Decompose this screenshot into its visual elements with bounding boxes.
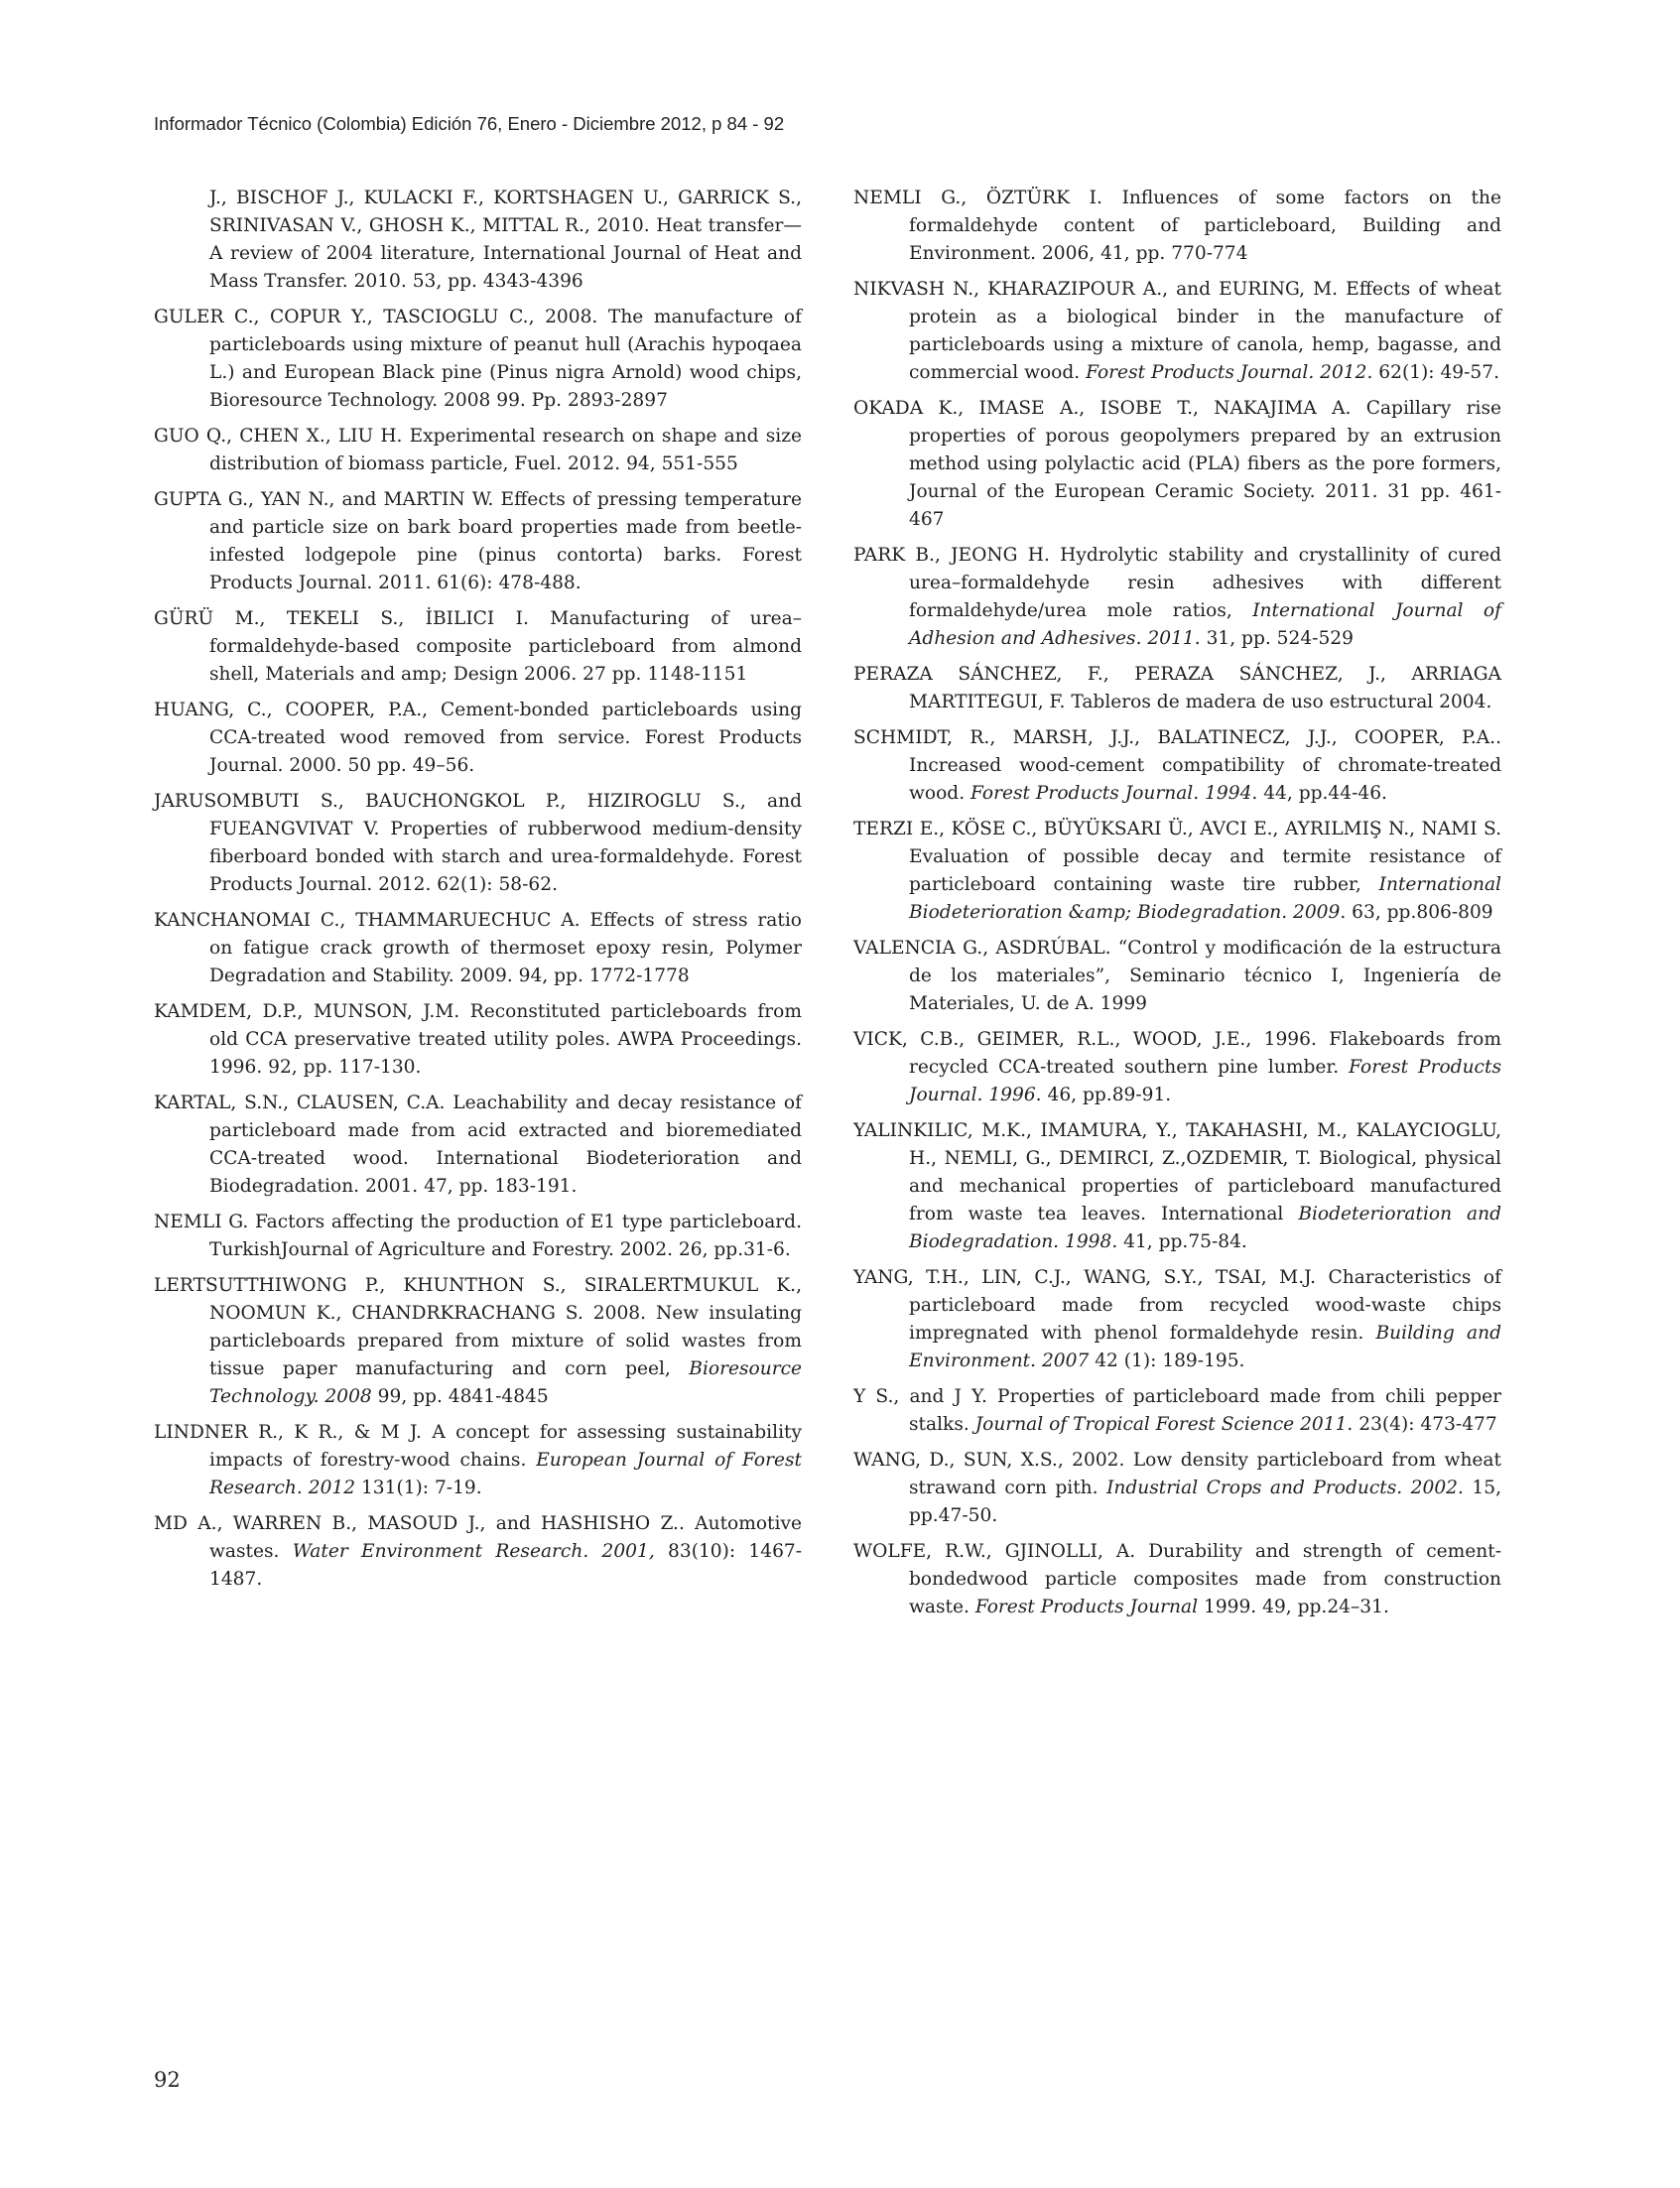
reference-entry [853,1538,1501,1621]
reference-entry [853,1383,1501,1439]
reference-text: VICK, C.B., GEIMER, R.L., WOOD, J.E., 1996. Flakeboards from recycled CCA-treated southern pine lumber. [853,1029,1501,1078]
reference-text: 42 (1): 189-195. [1089,1351,1245,1371]
reference-italic-text: Bioresource Technology. 2008 [209,1358,802,1407]
reference-text: . 44, pp.44-46. [1251,783,1387,804]
reference-entry [154,185,802,296]
reference-entry [154,1419,802,1502]
reference-entry [154,486,802,597]
reference-text: . 63, pp.806-809 [1340,902,1493,923]
reference-text: GUO Q., CHEN X., LIU H. Experimental research on shape and size distribution of biomass particle, Fuel. 2012. 94, 551-555 [154,426,802,474]
reference-text: VALENCIA G., ASDRÚBAL. “Control y modificación de la estructura de los materiales”, Seminario técnico I, Ingeniería de Materiales, U. de A. 1999 [853,938,1501,1014]
reference-text: GÜRÜ M., TEKELI S., İBILICI I. Manufacturing of urea–formaldehyde-based composite particleboard from almond shell, Materials and amp; Design 2006. 27 pp. 1148-1151 [154,608,802,685]
reference-entry [154,697,802,780]
reference-italic-text: Forest Products Journal. 2012 [1086,362,1367,383]
reference-text: J., BISCHOF J., KULACKI F., KORTSHAGEN U., GARRICK S., SRINIVASAN V., GHOSH K., MITTAL R., 2010. Heat transfer—A review of 2004 literature, International Journal of Heat and Mass Transfer. 2010. 53, pp. 4343-4396 [209,188,802,292]
reference-entry [154,907,802,990]
references-right-column [853,185,1501,1629]
reference-text: . 15, pp.47-50. [909,1478,1501,1526]
reference-text: PERAZA SÁNCHEZ, F., PERAZA SÁNCHEZ, J., ARRIAGA MARTITEGUI, F. Tableros de madera de uso estructural 2004. [853,664,1501,712]
reference-text: TERZI E., KÖSE C., BÜYÜKSARI Ü., AVCI E., AYRILMIŞ N., NAMI S. Evaluation of possible decay and termite resistance of particleboard containing waste tire rubber, [853,819,1501,895]
reference-text: YANG, T.H., LIN, C.J., WANG, S.Y., TSAI, M.J. Characteristics of particleboard made from recycled wood-waste chips impregnated with phenol formaldehyde resin. [853,1267,1501,1344]
reference-text: 131(1): 7-19. [355,1478,482,1498]
reference-text: 83(10): 1467-1487. [209,1541,803,1590]
reference-entry [853,1447,1501,1530]
reference-entry [154,998,802,1082]
reference-entry [853,276,1501,387]
reference-entry [853,395,1501,534]
reference-entry [154,1272,802,1411]
reference-text: NEMLI G., ÖZTÜRK I. Influences of some factors on the formaldehyde content of particleboard, Building and Environment. 2006, 41, pp. 770-774 [853,188,1501,264]
reference-entry [154,605,802,689]
reference-entry [154,423,802,478]
reference-text: PARK B., JEONG H. Hydrolytic stability and crystallinity of cured urea–formaldehyde resin adhesives with different formaldehyde/urea mole ratios, [853,545,1501,621]
reference-text: SCHMIDT, R., MARSH, J.J., BALATINECZ, J.J., COOPER, P.A.. Increased wood-cement compatibility of chromate-treated wood. [853,727,1501,804]
reference-entry [154,304,802,415]
reference-text: KAMDEM, D.P., MUNSON, J.M. Reconstituted particleboards from old CCA preservative treated utility poles. AWPA Proceedings. 1996. 92, pp. 117-130. [154,1001,802,1078]
reference-text: GULER C., COPUR Y., TASCIOGLU C., 2008. The manufacture of particleboards using mixture of peanut hull (Arachis hypoqaea L.) and European Black pine (Pinus nigra Arnold) wood chips, Bioresource Technology. 2008 99. Pp. 2893-2897 [154,307,802,411]
reference-text: NEMLI G. Factors affecting the production of E1 type particleboard. TurkishJournal of Agriculture and Forestry. 2002. 26, pp.31-6. [154,1212,802,1260]
reference-entry [853,724,1501,808]
running-header: Informador Técnico (Colombia) Edición 76, Enero - Diciembre 2012, p 84 - 92 [154,113,785,134]
reference-entry [853,542,1501,653]
reference-italic-text: Forest Products Journal. 1996 [909,1057,1501,1105]
reference-italic-text: Forest Products Journal [974,1597,1199,1617]
reference-text: JARUSOMBUTI S., BAUCHONGKOL P., HIZIROGLU S., and FUEANGVIVAT V. Properties of rubberwood medium-density fiberboard bonded with starch and urea-formaldehyde. Forest Products Journal. 2012. 62(1): 58-62. [154,791,802,895]
reference-text: NIKVASH N., KHARAZIPOUR A., and EURING, M. Effects of wheat protein as a biological binder in the manufacture of particleboards using a mixture of canola, hemp, bagasse, and commercial wood. [853,279,1501,383]
reference-text: HUANG, C., COOPER, P.A., Cement-bonded particleboards using CCA-treated wood removed from service. Forest Products Journal. 2000. 50 pp. 49–56. [154,700,802,776]
reference-text: LERTSUTTHIWONG P., KHUNTHON S., SIRALERTMUKUL K., NOOMUN K., CHANDRKRACHANG S. 2008. New insulating particleboards prepared from mixture of solid wastes from tissue paper manufacturing and corn peel, [154,1275,802,1379]
reference-text: Y S., and J Y. Properties of particleboard made from chili pepper stalks. [853,1386,1501,1435]
reference-italic-text: International Journal of Adhesion and Adhesives. 2011 [909,600,1501,649]
reference-entry [853,1117,1501,1256]
reference-text: 99, pp. 4841-4845 [371,1386,549,1407]
reference-text: . 31, pp. 524-529 [1194,628,1354,649]
reference-entry [853,185,1501,268]
reference-italic-text: Forest Products Journal. 1994 [970,783,1252,804]
reference-text: WOLFE, R.W., GJINOLLI, A. Durability and strength of cement-bondedwood particle composites made from construction waste. [853,1541,1501,1617]
reference-italic-text: Biodeterioration and Biodegradation. 1998 [909,1204,1502,1252]
reference-entry [853,935,1501,1018]
reference-italic-text: Journal of Tropical Forest Science 2011 [974,1414,1348,1435]
reference-entry [853,816,1501,927]
reference-text: OKADA K., IMASE A., ISOBE T., NAKAJIMA A. Capillary rise properties of porous geopolymers prepared by an extrusion method using polylactic acid (PLA) fibers as the pore formers, Journal of the European Ceramic Society. 2011. 31 pp. 461-467 [853,398,1501,530]
references-left-column [154,185,802,1602]
reference-text: KARTAL, S.N., CLAUSEN, C.A. Leachability and decay resistance of particleboard made from acid extracted and bioremediated CCA-treated wood. International Biodeterioration and Biodegradation. 2001. 47, pp. 183-191. [154,1093,802,1197]
reference-text: WANG, D., SUN, X.S., 2002. Low density particleboard from wheat strawand corn pith. [853,1450,1501,1498]
reference-text: . 46, pp.89-91. [1035,1085,1172,1105]
reference-entry [154,1090,802,1201]
reference-text: LINDNER R., K R., & M J. A concept for assessing sustainability impacts of forestry-wood chains. [154,1422,802,1471]
reference-text: YALINKILIC, M.K., IMAMURA, Y., TAKAHASHI, M., KALAYCIOGLU, H., NEMLI, G., DEMIRCI, Z.,OZDEMIR, T. Biological, physical and mechanical properties of particleboard manufactured from waste tea leaves. International [853,1120,1501,1224]
reference-entry [853,1264,1501,1375]
page-number: 92 [154,2068,181,2092]
reference-italic-text: Water Environment Research. 2001, [292,1541,655,1562]
reference-text: MD A., WARREN B., MASOUD J., and HASHISHO Z.. Automotive wastes. [154,1513,802,1562]
reference-italic-text: European Journal of Forest Research. 2012 [209,1450,802,1498]
reference-text: 1999. 49, pp.24–31. [1198,1597,1389,1617]
reference-text: . 23(4): 473-477 [1347,1414,1497,1435]
reference-text: KANCHANOMAI C., THAMMARUECHUC A. Effects of stress ratio on fatigue crack growth of thermoset epoxy resin, Polymer Degradation and Stability. 2009. 94, pp. 1772-1778 [154,910,802,986]
reference-entry [154,1510,802,1594]
reference-entry [853,1026,1501,1109]
reference-entry [154,788,802,899]
reference-italic-text: Industrial Crops and Products. 2002 [1106,1478,1458,1498]
reference-text: . 41, pp.75-84. [1111,1231,1247,1252]
reference-entry [853,661,1501,716]
reference-text: GUPTA G., YAN N., and MARTIN W. Effects of pressing temperature and particle size on bark board properties made from beetle-infested lodgepole pine (pinus contorta) barks. Forest Products Journal. 2011. 61(6): 478-488. [154,489,802,593]
reference-italic-text: International Biodeterioration &amp; Biodegradation. 2009 [909,874,1501,923]
reference-text: . 62(1): 49-57. [1366,362,1499,383]
reference-italic-text: Building and Environment. 2007 [909,1323,1501,1371]
reference-entry [154,1209,802,1264]
